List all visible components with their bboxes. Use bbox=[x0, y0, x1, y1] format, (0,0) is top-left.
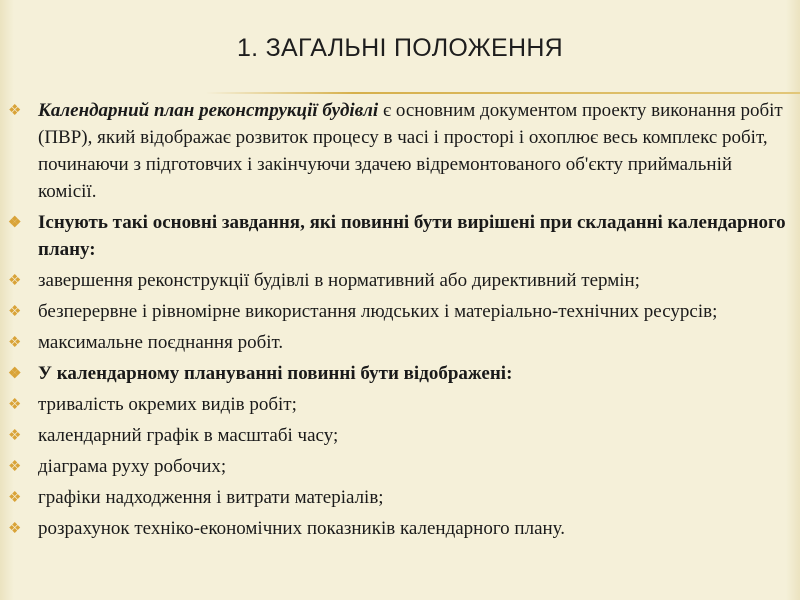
diamond-bullet-icon: ❖ bbox=[8, 366, 22, 382]
item-text: календарний графік в масштабі часу; bbox=[38, 425, 339, 446]
list-item bbox=[0, 484, 790, 511]
list-item bbox=[0, 515, 790, 542]
item-text: Існують такі основні завдання, які повинні бути вирішені при складанні календарного плану: bbox=[38, 212, 786, 260]
list-item bbox=[0, 209, 790, 263]
diamond-bullet-icon: ❖ bbox=[8, 304, 22, 320]
item-text: максимальне поєднання робіт. bbox=[38, 332, 284, 353]
item-text: розрахунок техніко-економічних показників календарного плану. bbox=[38, 518, 566, 539]
list-item bbox=[0, 391, 790, 418]
diamond-bullet-icon: ❖ bbox=[8, 215, 22, 231]
item-text: є основним документом проекту виконання робіт (ПВР), який відображає розвиток процесу в часі і просторі і охоплює весь комплекс робіт, починаючи з підготовчих і закінчуючи здачею відремонтованого об'єкту приймальній комісії. bbox=[38, 100, 783, 202]
slide-title: 1. ЗАГАЛЬНІ ПОЛОЖЕННЯ bbox=[236, 34, 564, 62]
list-item bbox=[0, 453, 790, 480]
diamond-bullet-icon: ❖ bbox=[8, 335, 22, 351]
list-item bbox=[0, 267, 790, 294]
item-text: діаграма руху робочих; bbox=[38, 456, 227, 477]
diamond-bullet-icon: ❖ bbox=[8, 428, 22, 444]
diamond-bullet-icon: ❖ bbox=[8, 103, 22, 119]
diamond-bullet-icon: ❖ bbox=[8, 459, 22, 475]
list-item bbox=[0, 329, 790, 356]
item-text: тривалість окремих видів робіт; bbox=[38, 394, 297, 415]
list-item bbox=[0, 298, 790, 325]
item-lead-text: Календарний план реконструкції будівлі bbox=[38, 100, 379, 121]
item-text: У календарному плануванні повинні бути відображені: bbox=[38, 363, 513, 384]
title-underline bbox=[205, 92, 800, 94]
diamond-bullet-icon: ❖ bbox=[8, 273, 22, 289]
diamond-bullet-icon: ❖ bbox=[8, 521, 22, 537]
item-text: безперервне і рівномірне використання людських і матеріально-технічних ресурсів; bbox=[38, 301, 718, 322]
item-text: графіки надходження і витрати матеріалів; bbox=[38, 487, 384, 508]
diamond-bullet-icon: ❖ bbox=[8, 397, 22, 413]
list-item bbox=[0, 97, 790, 205]
bullet-list bbox=[0, 97, 790, 546]
diamond-bullet-icon: ❖ bbox=[8, 490, 22, 506]
list-item bbox=[0, 360, 790, 387]
list-item bbox=[0, 422, 790, 449]
item-text: завершення реконструкції будівлі в нормативний або директивний термін; bbox=[38, 270, 640, 291]
